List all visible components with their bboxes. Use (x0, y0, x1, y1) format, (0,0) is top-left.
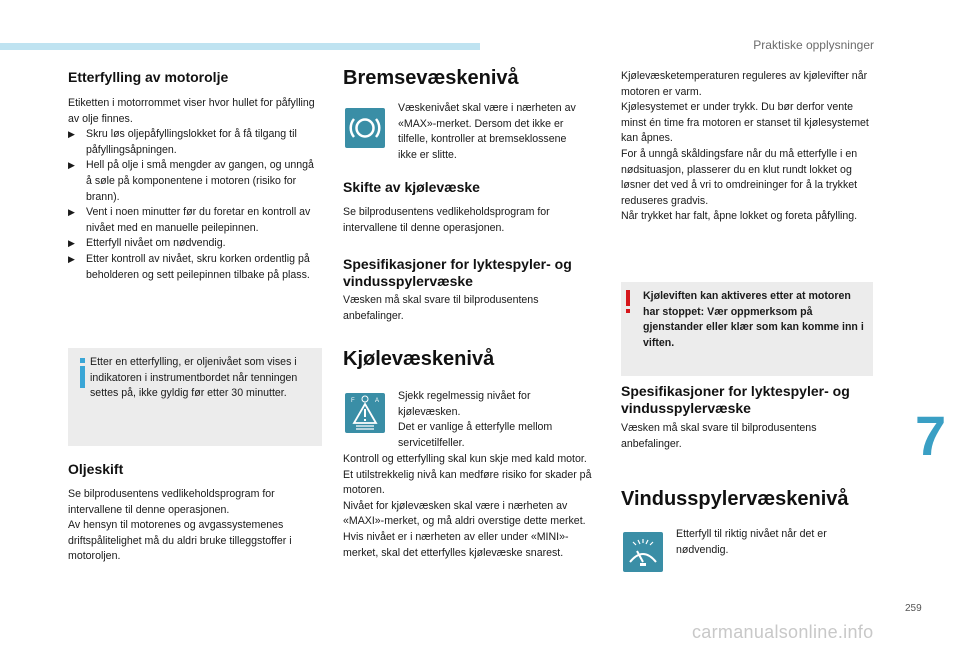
washer-spec-text-right: Væsken må skal svare til bilprodusentens anbefalinger. (621, 422, 817, 450)
info-text: Etter en etterfylling, er oljenivået som vises i indikatoren i instrumentbordet når tenningen settes på, ikke gyldig før etter 30 minutter. (90, 356, 298, 400)
bullet-arrow-icon: ▶ (68, 253, 75, 264)
header-accent-bar (0, 43, 480, 50)
oil-refill-step-text: Etterfyll nivået om nødvendig. (86, 237, 226, 250)
coolant-change-text: Se bilprodusentens vedlikeholdsprogram for intervallene til denne operasjonen. (343, 206, 550, 234)
warning-box (621, 282, 873, 376)
oil-refill-step (68, 127, 322, 158)
watermark: carmanualsonline.info (692, 622, 874, 642)
washer-spec-heading-right: Spesifikasjoner for lyktespyler- og vindusspylervæske (621, 383, 850, 416)
svg-text:F: F (351, 398, 355, 404)
page-number: 259 (905, 603, 922, 614)
oil-refill-body (68, 96, 322, 283)
oil-change-text: Se bilprodusentens vedlikeholdsprogram for intervallene til denne operasjonen. Av hensyn til motorenes og avgassystemenes driftspålitelighet må du aldri bruke tilleggstoffer i motoroljen. (68, 488, 292, 563)
svg-text:A: A (375, 398, 380, 404)
section-title: Praktiske opplysninger (753, 38, 874, 52)
oil-refill-step (68, 158, 322, 205)
brake-fluid-icon (345, 108, 385, 148)
coolant-change-heading: Skifte av kjølevæske (343, 179, 480, 195)
coolant-level-heading: Kjølevæskenivå (343, 348, 495, 370)
washer-level-text: Etterfyll til riktig nivået når det er nødvendig. (676, 528, 827, 556)
bullet-arrow-icon: ▶ (68, 129, 75, 140)
brake-fluid-text: Væskenivået skal være i nærheten av «MAX»-merket. Dersom det ikke er tilfelle, kontroller at bremseklossene ikke er slitte. (398, 102, 576, 161)
info-box (68, 348, 322, 446)
oil-refill-intro: Etiketten i motorrommet viser hvor hullet for påfylling av olje finnes. (68, 97, 315, 125)
bullet-arrow-icon: ▶ (68, 160, 75, 171)
coolant-level-icon (345, 393, 385, 433)
coolant-level-long: Kontroll og etterfylling skal kun skje med kald motor. Et utilstrekkelig nivå kan medføre risiko for skader på motoren. Nivået for kjølevæsken skal være i nærheten av «MAXI»-merket, og må aldri overstige dette merket. Hvis nivået er i nærheten av eller under «MINI»-merket, skal det etterfylles kjølevæske snarest. (343, 453, 592, 559)
warning-text: Kjøleviften kan aktiveres etter at motoren har stoppet: Vær oppmerksom på gjenstander eller klær som kan komme inn i viften. (643, 290, 864, 349)
oil-change-heading: Oljeskift (68, 461, 124, 477)
oil-refill-step (68, 236, 322, 252)
chapter-number: 7 (915, 404, 947, 467)
bullet-arrow-icon: ▶ (68, 238, 75, 249)
oil-refill-step-text: Skru løs oljepåfyllingslokket for å få tilgang til påfyllingsåpningen. (86, 128, 297, 156)
oil-refill-heading: Etterfylling av motorolje (68, 69, 229, 85)
washer-spec-text: Væsken må skal svare til bilprodusentens anbefalinger. (343, 294, 539, 322)
washer-fluid-icon (623, 532, 663, 572)
washer-spec-heading: Spesifikasjoner for lyktespyler- og vindusspylervæske (343, 256, 572, 289)
oil-refill-step (68, 252, 322, 283)
brake-fluid-heading: Bremsevæskenivå (343, 67, 519, 89)
oil-refill-step (68, 205, 322, 236)
bullet-arrow-icon: ▶ (68, 207, 75, 218)
coolant-temp-text: Kjølevæsketemperaturen reguleres av kjølevifter når motoren er varm. Kjølesystemet er under trykk. Du bør derfor vente minst én time fra motoren er stanset til kjølesystemet kan åpnes. For å unngå skåldingsfare når du må etterfylle i en nødsituasjon, plasserer du en klut rundt lokket og løsner det ved å vri to omdreininger for å la trykket reduseres gradvis. Når trykket har falt, åpne lokket og foreta påfylling. (621, 70, 869, 223)
info-icon (78, 358, 87, 388)
oil-refill-step-text: Etter kontroll av nivået, skru korken ordentlig på beholderen og sett peilepinnen tilbake på plass. (86, 252, 310, 281)
warning-icon (625, 290, 631, 314)
coolant-level-short: Sjekk regelmessig nivået for kjølevæsken. Det er vanlige å etterfylle mellom servicetilfeller. (398, 390, 553, 449)
washer-level-heading: Vindusspylervæskenivå (621, 488, 849, 510)
oil-refill-steps (68, 127, 322, 283)
oil-refill-step-text: Vent i noen minutter før du foretar en kontroll av nivået med en manuelle peilepinnen. (86, 206, 311, 234)
oil-refill-step-text: Hell på olje i små mengder av gangen, og unngå å søle på komponentene i motoren (risiko for brann). (86, 159, 314, 203)
